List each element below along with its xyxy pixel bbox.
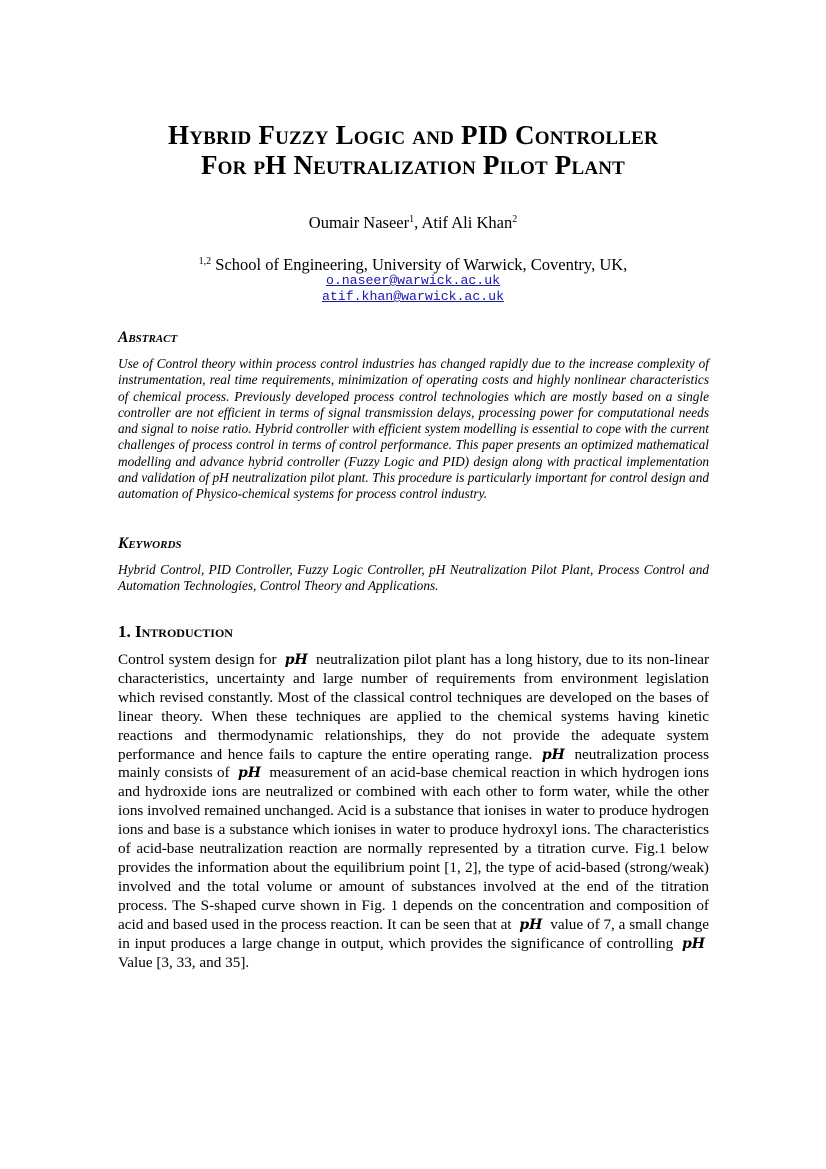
title-line-2: For pH Neutralization Pilot Plant: [200, 150, 626, 180]
author-2-affil-mark: 2: [512, 214, 518, 225]
introduction-paragraph: [118, 651, 709, 972]
affiliation-line: [0, 253, 826, 273]
ph-symbol: pH: [284, 652, 308, 668]
ph-symbol: pH: [541, 746, 565, 763]
paper-title: [0, 120, 826, 180]
abstract-text: Use of Control theory within process control industries has changed rapidly due to the increase complexity of instrumentation, real time requirements, minimization of operating costs and highly nonlinear characteristics of chemical process. Previously developed process control technologies which are mostly based on a single controller are not efficient in terms of signal transmission delays, processing power for computational needs and signal to noise ratio. Hybrid controller with efficient system modelling is essential to cope with the current challenges of process control in terms of control performance. This paper presents an optimized mathematical modelling and advance hybrid controller (Fuzzy Logic and PID) design along with practical implementation and validation of pH neutralization pilot plant. This procedure is particularly important for control design and automation of Physico-chemical systems for process control industry.: [118, 356, 709, 502]
intro-text-6: Value [3, 33, and 35].: [118, 953, 250, 971]
affiliation-mark: 1,2: [198, 256, 212, 267]
author-line: [0, 213, 826, 233]
intro-text-4: measurement of an acid-base chemical reaction in which hydrogen ions and hydroxide ions are neutralized or combined with each other to form water, while the other ions involved remained unchanged. Acid is a substance that ionises in water to produce hydrogen ions and base is a substance which ionises in water to produce hydroxyl ions. The characteristics of acid-base neutralization reaction are normally represented by a titration curve. Fig.1 below provides the information about the equilibrium point [1, 2], the type of acid-based (strong/weak) involved and the total volume or amount of substances involved at the end of the titration process. The S-shaped curve shown in Fig. 1 depends on the concentration and composition of acid and based used in the process reaction. It can be seen that at: [118, 764, 709, 933]
affiliation-block: [0, 253, 826, 305]
intro-text-2: neutralization pilot plant has a long history, due to its non-linear characteristics, uncertainty and large number of requirements from environment legislation which revised constantly. Most of the classical control techniques are developed on the bases of linear theory. When these techniques are applied to the chemical systems having kinetic reactions and thermodynamic relationships, they do not provide the adequate system performance and hence fails to capture the entire operating range.: [118, 651, 709, 763]
introduction-heading: 1. Introduction: [118, 622, 233, 641]
intro-text-5: value of 7, a small change in input produces a large change in output, which provides the significance of controlling: [118, 915, 710, 952]
author-separator: ,: [414, 213, 422, 232]
title-line-1: Hybrid Fuzzy Logic and PID Controller: [168, 120, 658, 150]
author-1: Oumair Naseer: [308, 213, 410, 232]
email-link-2[interactable]: atif.khan@warwick.ac.uk: [321, 289, 505, 304]
ph-symbol: pH: [681, 935, 706, 952]
ph-symbol: pH: [237, 765, 261, 782]
intro-text-3: neutralization process mainly consists of: [118, 745, 709, 782]
intro-text-1: Control system design for: [118, 651, 277, 668]
ph-symbol: pH: [519, 916, 543, 933]
keywords-text: Hybrid Control, PID Controller, Fuzzy Logic Controller, pH Neutralization Pilot Plant, Process Control and Automation Technologies, Control Theory and Applications.: [118, 562, 709, 594]
author-2: Atif Ali Khan: [421, 213, 513, 232]
email-link-1[interactable]: o.naseer@warwick.ac.uk: [325, 273, 501, 288]
author-1-affil-mark: 1: [409, 214, 415, 225]
keywords-heading: Keywords: [118, 535, 182, 552]
affiliation-text: School of Engineering, University of Warwick, Coventry, UK,: [215, 255, 628, 274]
abstract-heading: Abstract: [118, 329, 178, 346]
